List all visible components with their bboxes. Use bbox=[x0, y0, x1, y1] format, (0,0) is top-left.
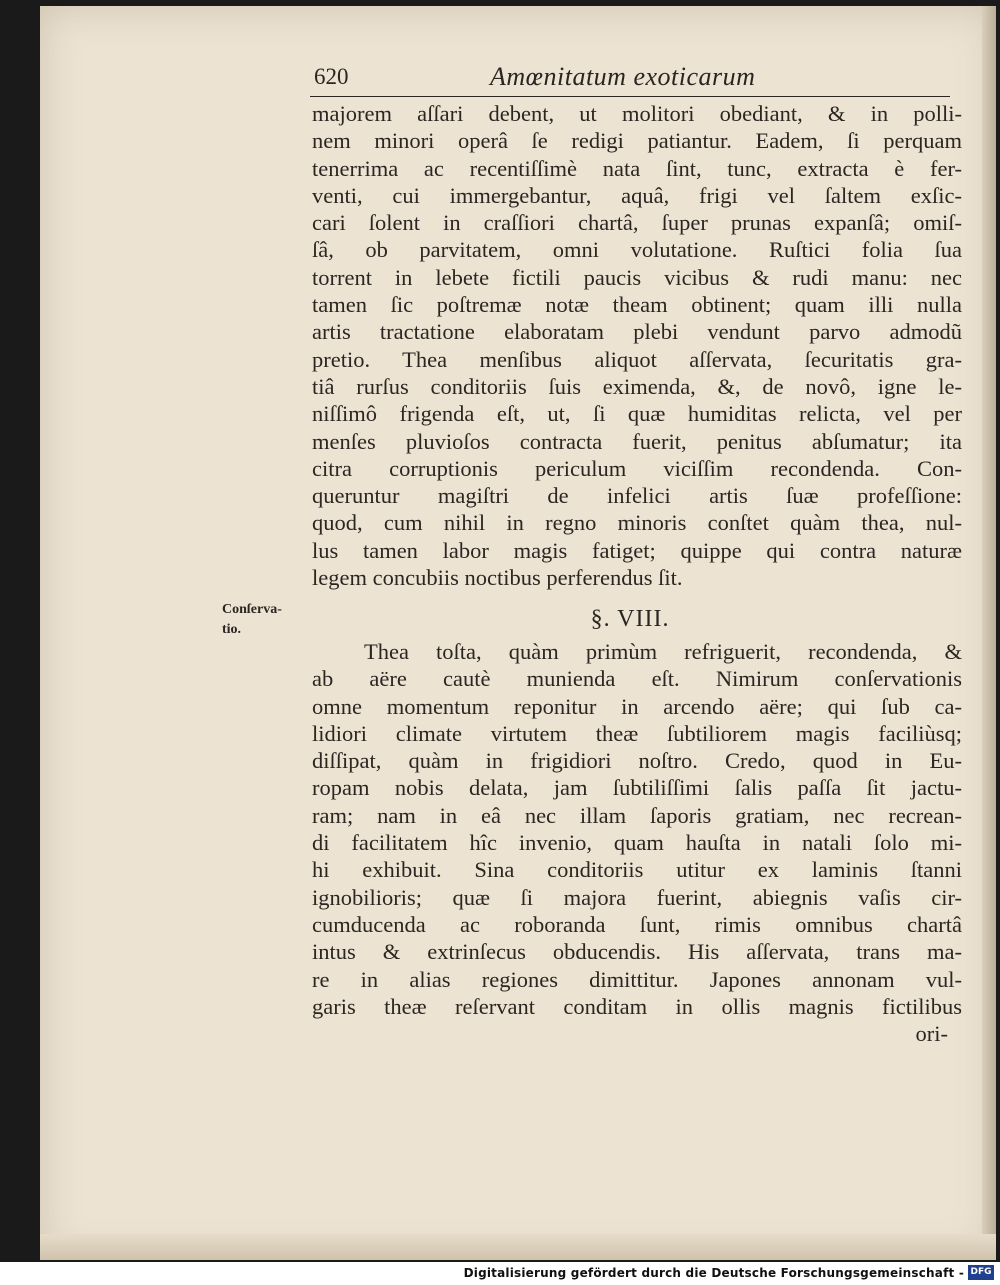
text-line: menſes pluvioſos contracta fuerit, penitus abſumatur; ita bbox=[312, 428, 962, 454]
paragraph-1 bbox=[312, 100, 962, 591]
funding-credit: Digitalisierung gefördert durch die Deutsche Forschungsgemeinschaft - bbox=[463, 1266, 964, 1280]
text-line: artis tractatione elaboratam plebi vendunt parvo admodũ bbox=[312, 319, 962, 345]
footer-strip bbox=[0, 1262, 1000, 1285]
text-line: legem concubiis noctibus perferendus ſit. bbox=[312, 565, 683, 591]
page-edge bbox=[982, 6, 996, 1260]
text-line: torrent in lebete fictili paucis vicibus & rudi manu: nec bbox=[312, 264, 962, 290]
text-line: garis theæ reſervant conditam in ollis magnis fictilibus bbox=[312, 993, 962, 1019]
section-heading: §. VIII. bbox=[590, 606, 670, 632]
marginal-note bbox=[222, 600, 302, 640]
marginal-note-line: Conſerva- bbox=[222, 602, 282, 617]
text-line: di facilitatem hîc invenio, quam hauſta in natali ſolo mi- bbox=[312, 830, 962, 856]
text-line: tamen ſic poſtremæ notæ theam obtinent; quam illi nulla bbox=[312, 292, 962, 318]
text-line: ab aëre cautè munienda eſt. Nimirum conſervationis bbox=[312, 666, 962, 692]
page-number: 620 bbox=[314, 64, 349, 89]
running-title: Amœnitatum exoticarum bbox=[490, 62, 756, 91]
text-line: ram; nam in eâ nec illam ſaporis gratiam, nec recrean- bbox=[312, 802, 962, 828]
text-line: intus & extrinſecus obducendis. His aſſervata, trans ma- bbox=[312, 939, 962, 965]
text-line: citra corruptionis periculum viciſſim recondenda. Con- bbox=[312, 455, 962, 481]
text-line: niſſimô frigenda eſt, ut, ſi quæ humiditas relicta, vel per bbox=[312, 401, 962, 427]
text-line: ſâ, ob parvitatem, omni volutatione. Ruſtici folia ſua bbox=[312, 237, 962, 263]
text-line: majorem aſſari debent, ut molitori obediant, & in polli- bbox=[312, 101, 962, 126]
text-line: quod, cum nihil in regno minoris conſtet quàm thea, nul- bbox=[312, 510, 962, 536]
running-header bbox=[310, 64, 950, 97]
text-line: re in alias regiones dimittitur. Japones annonam vul- bbox=[312, 966, 962, 992]
page-bottom-edge bbox=[40, 1234, 996, 1260]
text-line: hi exhibuit. Sina conditoriis utitur ex laminis ſtanni bbox=[312, 857, 962, 883]
text-line: ropam nobis delata, jam ſubtiliſſimi ſalis paſſa ſit jactu- bbox=[312, 775, 962, 801]
paragraph-2 bbox=[312, 638, 962, 1047]
text-line: queruntur magiſtri de infelici artis ſuæ profeſſione: bbox=[312, 483, 962, 509]
marginal-note-line: tio. bbox=[222, 622, 242, 637]
dfg-logo: DFG bbox=[968, 1265, 994, 1280]
text-line: venti, cui immergebantur, aquâ, frigi vel ſaltem exſic- bbox=[312, 182, 962, 208]
text-line: tiâ rurſus conditoriis ſuis eximenda, &, de novô, igne le- bbox=[312, 373, 962, 399]
text-line: nem minori operâ ſe redigi patiantur. Eadem, ſi perquam bbox=[312, 128, 962, 154]
text-line: lidiori climate virtutem theæ ſubtiliorem magis faciliùsq; bbox=[312, 720, 962, 746]
text-line: cari ſolent in craſſiori chartâ, ſuper prunas expanſâ; omiſ- bbox=[312, 210, 962, 236]
text-line: diſſipat, quàm in frigidiori noſtro. Credo, quod in Eu- bbox=[312, 748, 962, 774]
text-line: ignobilioris; quæ ſi majora fuerint, abiegnis vaſis cir- bbox=[312, 884, 962, 910]
text-line: lus tamen labor magis fatiget; quippe qui contra naturæ bbox=[312, 537, 962, 563]
text-line: pretio. Thea menſibus aliquot aſſervata, ſecuritatis gra- bbox=[312, 346, 962, 372]
text-line: omne momentum reponitur in arcendo aëre; qui ſub ca- bbox=[312, 693, 962, 719]
text-line: cumducenda ac roboranda ſunt, rimis omnibus chartâ bbox=[312, 911, 962, 937]
catchword: ori- bbox=[915, 1021, 948, 1047]
text-line: Thea toſta, quàm primùm refriguerit, recondenda, & bbox=[364, 639, 962, 664]
text-line: tenerrima ac recentiſſimè nata ſint, tunc, extracta è fer- bbox=[312, 155, 962, 181]
